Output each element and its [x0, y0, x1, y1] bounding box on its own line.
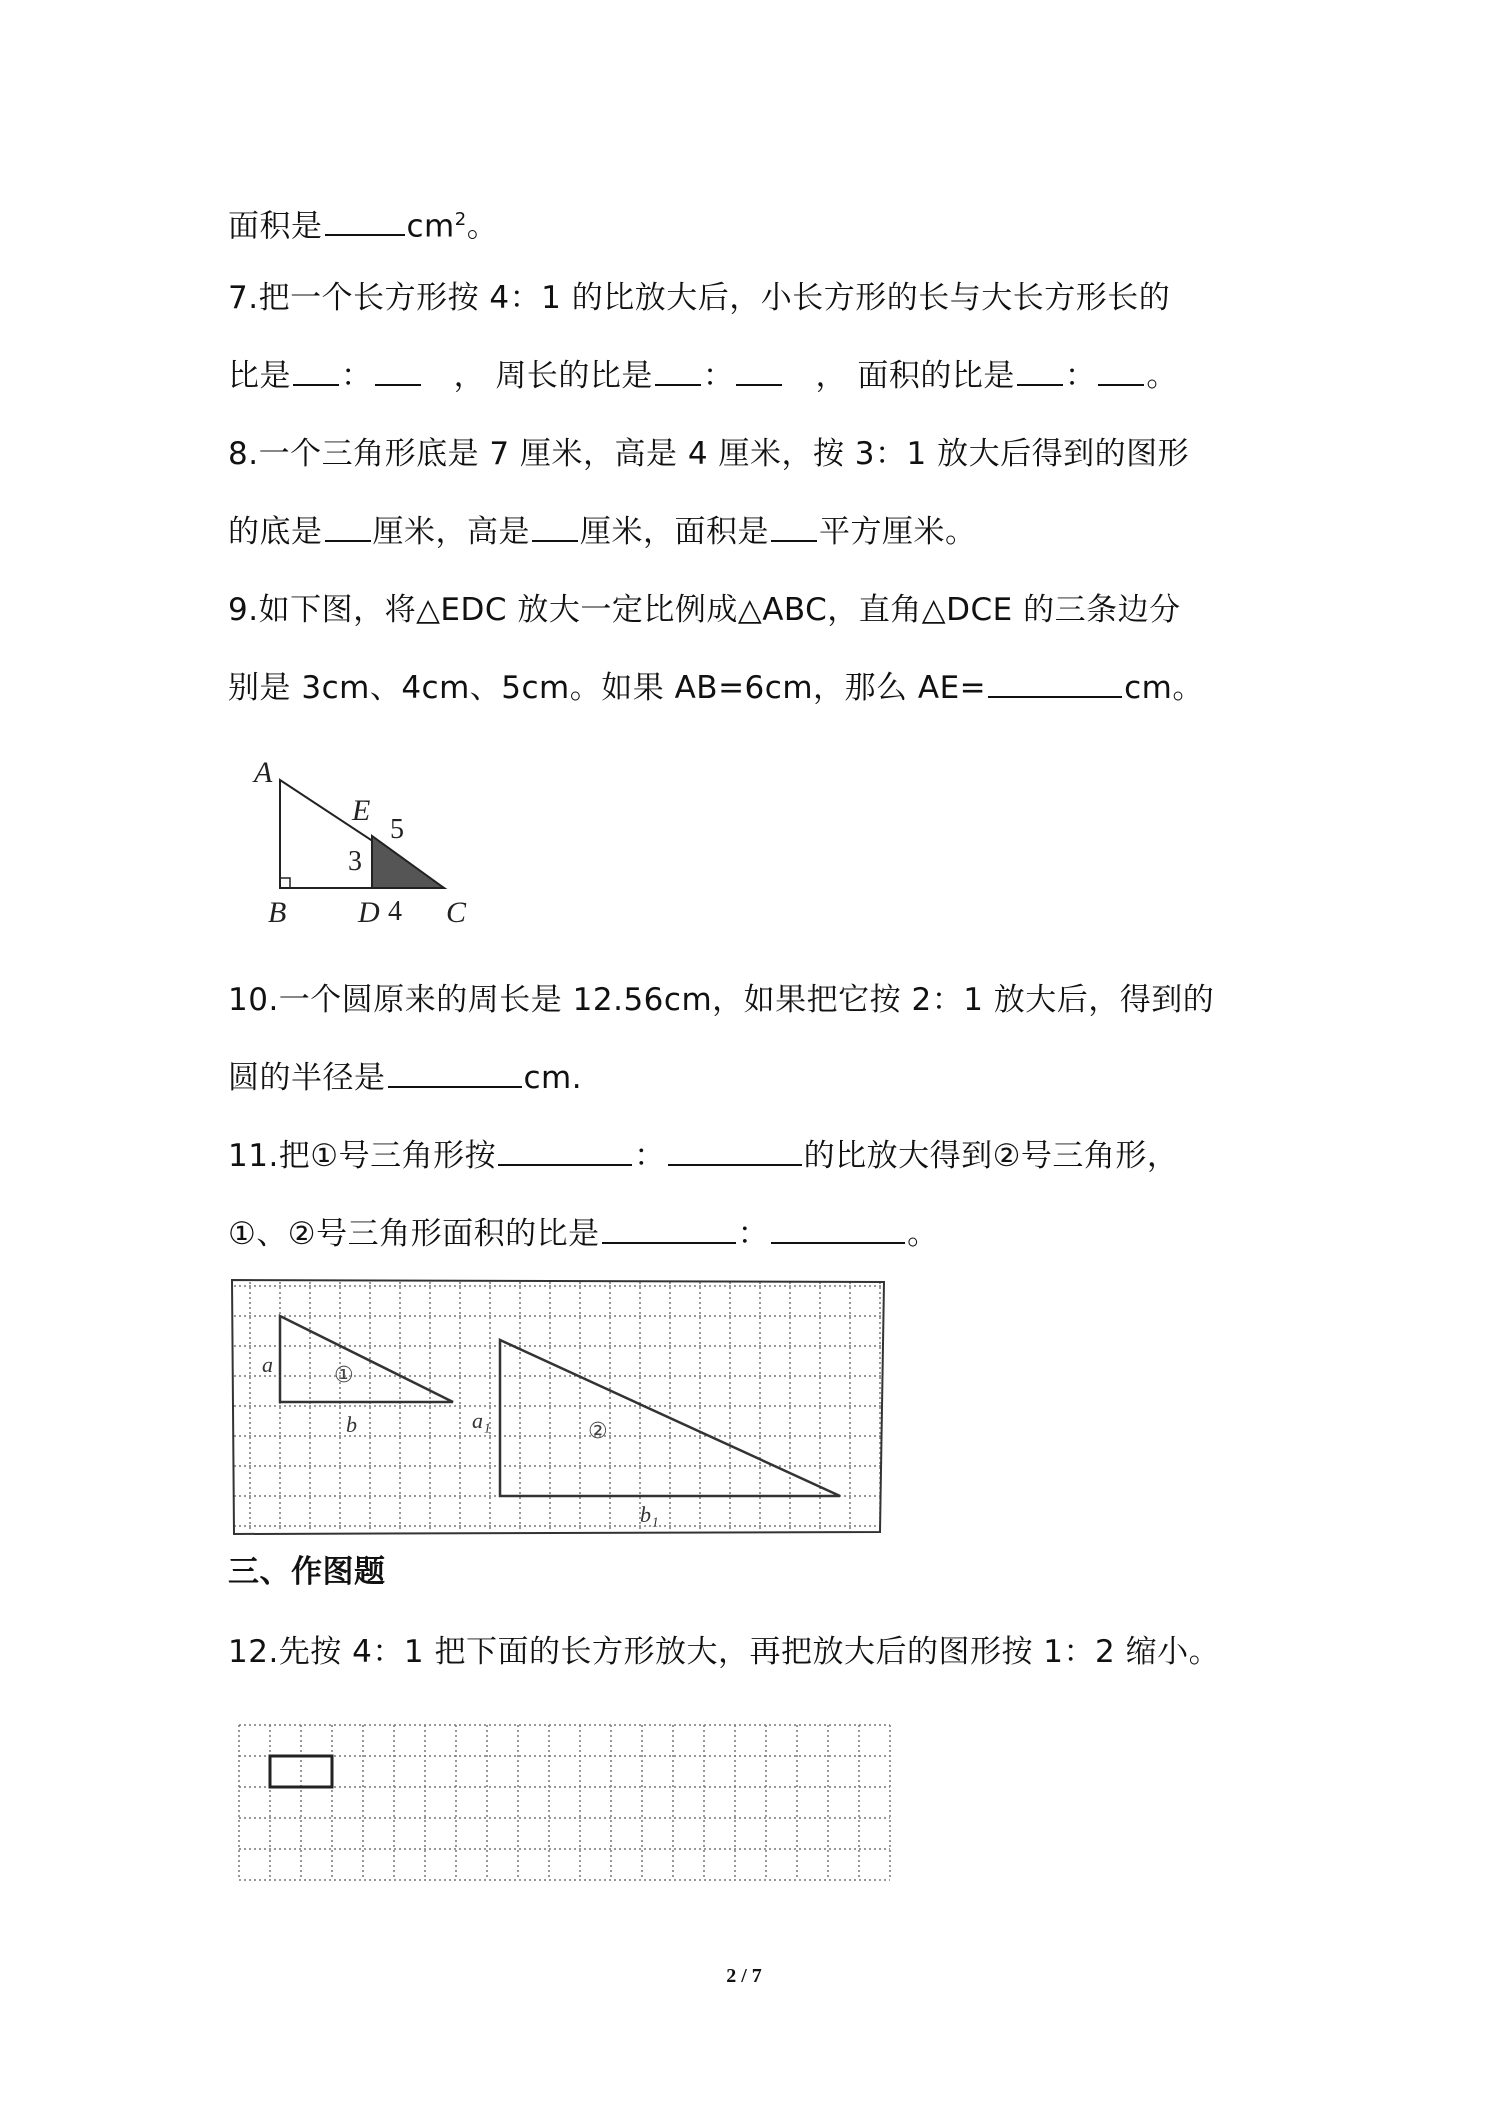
text: 别是 3cm、4cm、5cm。如果 AB=6cm，那么 AE= [228, 670, 987, 706]
text: ： [737, 1216, 770, 1252]
question-9-line-1: 9.如下图，将△EDC 放大一定比例成△ABC，直角△DCE 的三条边分 [228, 592, 1181, 628]
label-D: D [358, 896, 380, 929]
label-E: E [352, 794, 371, 827]
label-A: A [254, 756, 273, 789]
text: 厘米，高是 [372, 514, 530, 550]
text: 比是 [228, 358, 291, 394]
label-circled-2: ② [588, 1419, 608, 1444]
answer-blank[interactable] [988, 666, 1122, 698]
text: ， 面积的比是 [815, 358, 1015, 394]
label-circled-1: ① [334, 1363, 354, 1388]
label-b: b [346, 1412, 357, 1437]
question-7-line-2 [228, 354, 1178, 398]
text: 的底是 [228, 514, 323, 550]
question-8-line-1: 8.一个三角形底是 7 厘米，高是 4 厘米，按 3：1 放大后得到的图形 [228, 436, 1190, 472]
triangle-1 [280, 1316, 453, 1402]
label-a: a [262, 1352, 273, 1377]
answer-blank[interactable] [736, 354, 782, 386]
answer-blank[interactable] [668, 1134, 802, 1166]
grid-triangles-figure-q11 [228, 1276, 888, 1538]
right-angle-marker [280, 878, 290, 888]
text: cm. [523, 1060, 583, 1096]
answer-blank[interactable] [325, 204, 405, 236]
text: 。 [466, 208, 499, 245]
triangle-figure-q9 [240, 750, 480, 930]
label-C: C [446, 896, 467, 929]
question-11-line-2 [228, 1212, 939, 1256]
text: ： [634, 1138, 666, 1174]
text: 面积是 [228, 208, 323, 245]
section-heading-drawing: 三、作图题 [228, 1554, 386, 1590]
answer-blank[interactable] [771, 1212, 905, 1244]
answer-blank[interactable] [1017, 354, 1063, 386]
grid-figure-q12 [236, 1722, 916, 1888]
text: ①、②号三角形面积的比是 [228, 1216, 600, 1252]
answer-blank[interactable] [388, 1056, 522, 1088]
question-7-line-1: 7.把一个长方形按 4：1 的比放大后，小长方形的长与大长方形长的 [228, 280, 1171, 316]
question-11-line-1 [228, 1134, 1178, 1178]
question-8-line-2 [228, 510, 977, 554]
text: 圆的半径是 [228, 1060, 386, 1096]
answer-blank[interactable] [532, 510, 578, 542]
text: ： [1064, 358, 1097, 394]
answer-blank[interactable] [375, 354, 421, 386]
grid-lines [234, 1282, 882, 1532]
label-a1: a₁ [472, 1408, 491, 1433]
label-b1: b₁ [640, 1502, 659, 1527]
answer-blank[interactable] [602, 1212, 736, 1244]
answer-blank[interactable] [293, 354, 339, 386]
question-10-line-2 [228, 1056, 582, 1100]
page-number: 2 / 7 [726, 1965, 762, 1987]
text: cm。 [1124, 670, 1204, 706]
superscript: 2 [454, 209, 467, 230]
text: 厘米，面积是 [580, 514, 769, 550]
answer-line-area [228, 198, 498, 248]
text: ： [341, 358, 373, 394]
question-9-line-2 [228, 666, 1204, 710]
grid-lines [239, 1725, 890, 1880]
answer-blank[interactable] [325, 510, 371, 542]
text: 11.把①号三角形按 [228, 1138, 497, 1174]
question-10-line-1: 10.一个圆原来的周长是 12.56cm，如果把它按 2：1 放大后，得到的 [228, 982, 1215, 1018]
side-3: 3 [348, 846, 362, 877]
answer-blank[interactable] [1098, 354, 1144, 386]
text: 平方厘米。 [819, 514, 977, 550]
label-B: B [268, 896, 287, 929]
shaded-triangle [372, 836, 444, 888]
text: 。 [907, 1216, 939, 1252]
unit: cm [406, 208, 455, 245]
text: 的比放大得到②号三角形， [803, 1138, 1179, 1174]
answer-blank[interactable] [771, 510, 817, 542]
question-12: 12.先按 4：1 把下面的长方形放大，再把放大后的图形按 1：2 缩小。 [228, 1634, 1221, 1670]
text: ： [702, 358, 735, 394]
side-4: 4 [388, 896, 402, 927]
text: ， 周长的比是 [453, 358, 653, 394]
side-5: 5 [390, 814, 404, 845]
answer-blank[interactable] [498, 1134, 632, 1166]
answer-blank[interactable] [655, 354, 701, 386]
text: 。 [1146, 358, 1178, 394]
